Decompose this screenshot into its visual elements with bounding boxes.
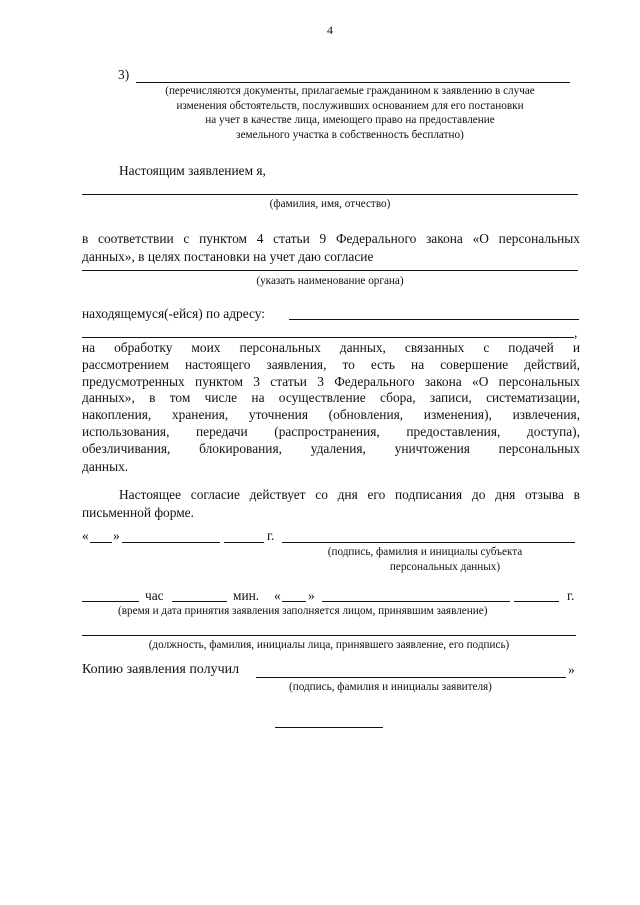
consent-line: данных», в том числе на осуществление сбора, записи, систематизации, — [82, 390, 580, 406]
copy-received-close-quote: » — [568, 662, 575, 677]
copy-received-label: Копию заявления получил — [82, 662, 240, 677]
time-year-blank[interactable] — [514, 601, 559, 602]
signature-note-line: (подпись, фамилия и инициалы субъекта — [327, 546, 523, 558]
item-3-note-line: земельного участка в собственность бесплатно) — [236, 128, 464, 141]
item-3-blank-line[interactable] — [136, 82, 570, 83]
item-3-note-line: (перечисляются документы, прилагаемые гражданином к заявлению в случае — [165, 85, 535, 97]
copy-received-blank[interactable] — [256, 677, 566, 678]
fio-blank-line[interactable] — [82, 194, 578, 195]
receiver-note: (должность, фамилия, инициалы лица, принявшего заявление, его подпись) — [148, 639, 510, 651]
date-day-blank[interactable] — [90, 542, 112, 543]
law-line: данных», в целях постановки на учет даю согласие — [82, 248, 374, 264]
law-reference — [82, 231, 580, 265]
date-month-blank[interactable] — [122, 542, 220, 543]
address-blank-line-2[interactable] — [82, 337, 574, 338]
address-blank-line-1[interactable] — [289, 319, 579, 320]
time-year-suffix: г. — [567, 588, 575, 603]
hour-blank[interactable] — [82, 601, 139, 602]
law-line: в соответствии с пунктом 4 статьи 9 Федерального закона «О персональных — [82, 231, 580, 246]
consent-line: рассмотрением настоящего заявления, то есть на совершение действий, — [82, 356, 580, 372]
minute-label: мин. — [233, 588, 260, 603]
copy-received-note: (подпись, фамилия и инициалы заявителя) — [289, 681, 492, 693]
signature-note — [300, 545, 550, 574]
time-close-quote: » — [308, 588, 315, 603]
receiver-blank[interactable] — [82, 635, 576, 636]
consent-line: на обработку моих персональных данных, связанных с подачей и — [82, 340, 580, 355]
consent-line: предусмотренных пунктом 3 статьи 3 Федерального закона «О персональных — [82, 373, 580, 389]
validity-line: Настоящее согласие действует со дня его подписания до дня отзыва в — [119, 487, 580, 502]
date-open-quote: « — [82, 528, 89, 543]
date-close-quote: » — [113, 528, 120, 543]
time-month-blank[interactable] — [322, 601, 510, 602]
closing-divider — [275, 727, 383, 728]
consent-last-line: данных. — [82, 458, 129, 474]
hour-label: час — [145, 588, 164, 603]
signature-note-line: персональных данных) — [389, 560, 501, 573]
validity-line: письменной форме. — [82, 504, 194, 520]
validity-paragraph — [82, 487, 580, 521]
date-year-suffix: г. — [267, 528, 275, 543]
statement-intro: Настоящим заявлением я, — [119, 163, 266, 178]
consent-paragraph — [82, 340, 580, 475]
organ-note: (указать наименование органа) — [256, 275, 404, 287]
consent-line: использования, передачи (распространения, предоставления, доступа), — [82, 423, 580, 439]
address-label: находящемуся(-ейся) по адресу: — [82, 306, 265, 321]
time-day-blank[interactable] — [282, 601, 306, 602]
signature-blank[interactable] — [282, 542, 575, 543]
page-number: 4 — [327, 23, 333, 37]
minute-blank[interactable] — [172, 601, 227, 602]
time-open-quote: « — [274, 588, 281, 603]
item-3-number: 3) — [118, 67, 130, 82]
date-year-blank[interactable] — [224, 542, 264, 543]
time-note: (время и дата принятия заявления заполняется лицом, принявшим заявление) — [118, 605, 488, 617]
address-comma: , — [574, 325, 578, 340]
consent-line: накопления, хранения, уточнения (обновления, изменения), извлечения, — [82, 407, 580, 423]
organ-blank-line[interactable] — [82, 270, 578, 271]
consent-line: обезличивания, блокирования, удаления, уничтожения персональных — [82, 440, 580, 456]
item-3-note-line: на учет в качестве лица, имеющего право на предоставление — [205, 114, 495, 126]
fio-note: (фамилия, имя, отчество) — [269, 198, 391, 210]
item-3-note-line: изменения обстоятельств, послуживших основанием для его постановки — [176, 99, 524, 112]
item-3-note — [120, 84, 580, 142]
